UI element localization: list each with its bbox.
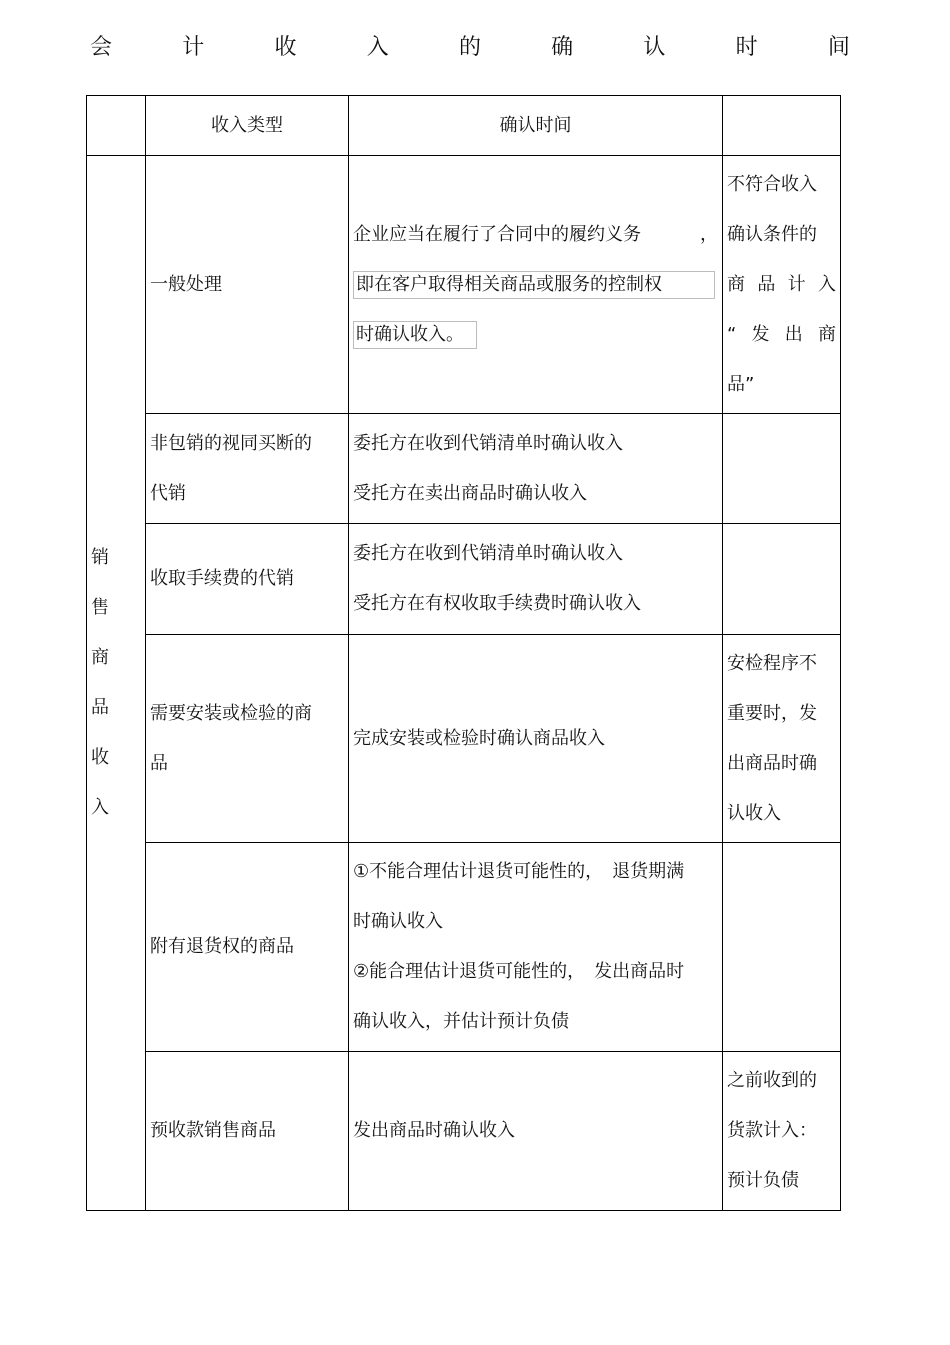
side-char: 入: [91, 797, 109, 818]
note-cell: [723, 524, 841, 635]
revenue-recognition-table: [86, 95, 841, 1211]
table-row: [87, 414, 841, 524]
table-row: [87, 1052, 841, 1211]
page-title: [90, 28, 850, 62]
title-char: 确: [551, 34, 574, 60]
time-cell: [349, 635, 723, 843]
type-cell: 预收款销售商品: [146, 1052, 349, 1211]
time-cell: [349, 156, 723, 414]
time-line: 时确认收入。: [353, 321, 477, 349]
side-char: 收: [91, 747, 109, 768]
note-line: 预计负债: [727, 1170, 799, 1191]
note-cell: [723, 1052, 841, 1211]
time-line: 受托方在有权收取手续费时确认收入: [353, 593, 641, 614]
time-line: 委托方在收到代销清单时确认收入: [353, 432, 623, 454]
title-char: 计: [182, 34, 205, 60]
side-char: 商: [91, 647, 109, 668]
note-line: “发出商: [727, 323, 836, 345]
header-cell-blank: [87, 96, 146, 156]
type-cell: 收取手续费的代销: [146, 524, 349, 635]
time-line: 即在客户取得相关商品或服务的控制权: [353, 271, 715, 299]
table-row: [87, 156, 841, 414]
title-char: 会: [90, 34, 113, 60]
time-cell: [349, 1052, 723, 1211]
table-row: [87, 843, 841, 1052]
time-line: 时确认收入: [353, 911, 443, 932]
type-cell: [146, 414, 349, 524]
time-line: ②能合理估计退货可能性的， 发出商品时: [353, 961, 685, 982]
time-line: 确认收入，并估计预计负债: [353, 1011, 569, 1032]
time-cell: [349, 414, 723, 524]
title-char: 间: [827, 34, 850, 60]
time-line: 企业应当在履行了合同中的履约义务: [353, 223, 641, 245]
header-cell-note: [723, 96, 841, 156]
side-category-label: [87, 156, 146, 1211]
table-row: [87, 524, 841, 635]
title-char: 认: [643, 34, 666, 60]
time-cell: [349, 843, 723, 1052]
header-cell-type: 收入类型: [146, 96, 349, 156]
note-cell: [723, 156, 841, 414]
time-line: 发出商品时确认收入: [353, 1120, 515, 1141]
time-cell: [349, 524, 723, 635]
title-char: 入: [366, 34, 389, 60]
time-line: 委托方在收到代销清单时确认收入: [353, 543, 623, 564]
note-line: 重要时，发: [727, 702, 817, 724]
time-line: 完成安装或检验时确认商品收入: [353, 727, 605, 749]
note-line: 商品计入: [727, 273, 836, 295]
note-cell: [723, 843, 841, 1052]
side-char: 品: [91, 697, 109, 718]
time-comma: ，: [700, 223, 718, 245]
note-line: 安检程序不: [727, 652, 817, 674]
title-char: 收: [274, 34, 297, 60]
type-line: 非包销的视同买断的: [150, 432, 312, 454]
note-line: 确认条件的: [727, 223, 817, 245]
note-line: 品”: [727, 373, 755, 395]
type-line: 品: [150, 752, 168, 774]
note-line: 之前收到的: [727, 1070, 817, 1091]
note-line: 出商品时确: [727, 752, 817, 774]
time-line: 受托方在卖出商品时确认收入: [353, 482, 587, 504]
note-line: 货款计入：: [727, 1120, 817, 1141]
time-line: ①不能合理估计退货可能性的， 退货期满: [353, 861, 685, 882]
type-line: 代销: [150, 482, 186, 504]
note-cell: [723, 635, 841, 843]
title-char: 时: [735, 34, 758, 60]
note-cell: [723, 414, 841, 524]
note-line: 不符合收入: [727, 173, 817, 195]
type-line: 需要安装或检验的商: [150, 702, 312, 724]
note-line: 认收入: [727, 802, 781, 824]
table-row: [87, 635, 841, 843]
table-header-row: [87, 96, 841, 156]
header-cell-time: 确认时间: [349, 96, 723, 156]
type-cell: 附有退货权的商品: [146, 843, 349, 1052]
side-char: 销: [91, 547, 109, 568]
side-char: 售: [91, 597, 109, 618]
type-cell: [146, 635, 349, 843]
title-char: 的: [458, 34, 481, 60]
type-cell: 一般处理: [146, 156, 349, 414]
